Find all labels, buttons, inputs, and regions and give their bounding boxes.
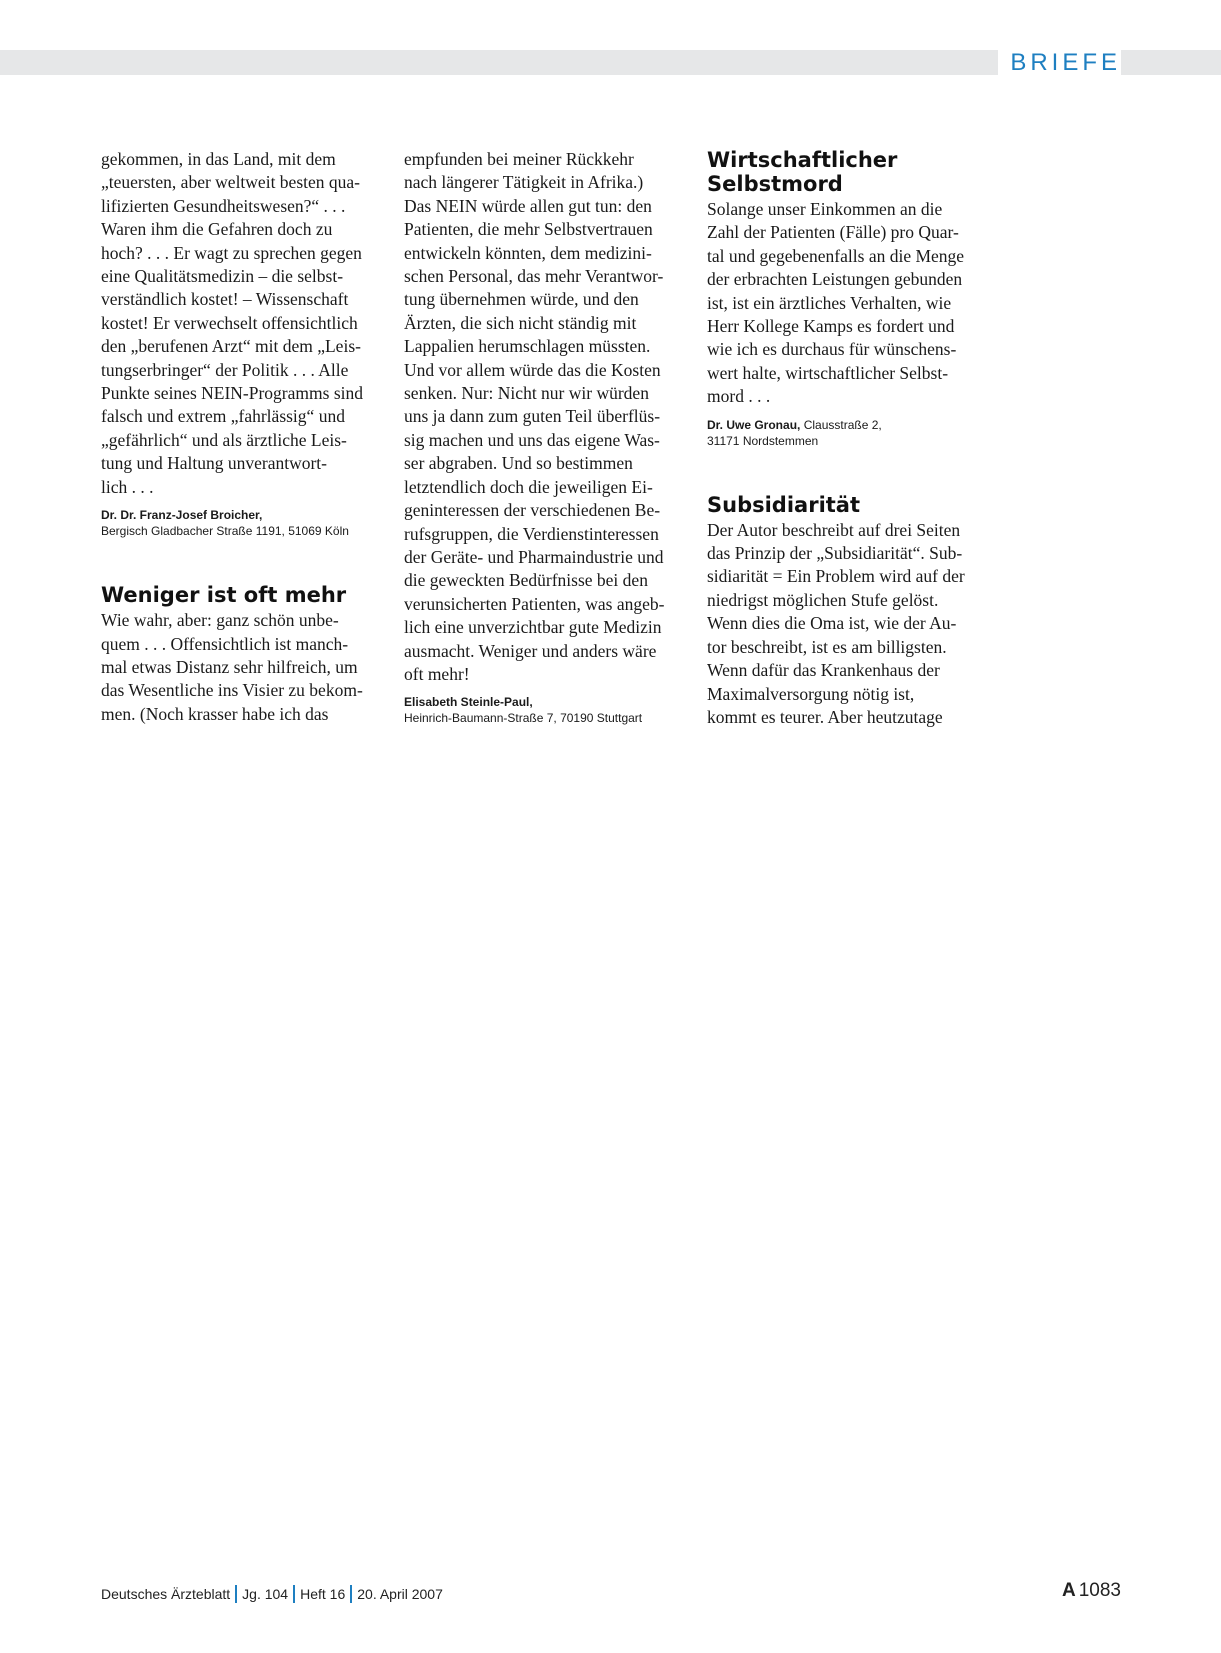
footer xyxy=(101,1585,443,1603)
letter-4-text: Der Autor beschreibt auf drei Seiten das Prinzip der „Subsidiarität“. Sub- sidiarität = Ein Problem wird auf der niedrigst möglichen Stufe gelöst. Wenn dies die Oma ist, wie der Au- tor beschreibt, ist es am billigsten. Wenn dafür das Krankenhaus der Maximalversorgung nötig ist, kommt es teurer. Aber heutzutage xyxy=(707,519,965,727)
journal-name: Deutsches Ärzteblatt xyxy=(101,1586,231,1602)
letter-1-address: Bergisch Gladbacher Straße 1191, 51069 Köln xyxy=(101,524,349,539)
page-number xyxy=(1062,1580,1121,1602)
section-label: BRIEFE xyxy=(998,48,1121,78)
letter-2-signature xyxy=(404,694,689,726)
letter-2-text: Wie wahr, aber: ganz schön unbe- quem . . . Offensichtlich ist manch- mal etwas Distanz sehr hilfreich, um das Wesentliche ins Visier zu bekom- men. (Noch krasser habe ich das xyxy=(101,610,363,724)
issue-date: 20. April 2007 xyxy=(357,1586,443,1602)
separator xyxy=(235,1585,237,1603)
letter-3-text: Solange unser Einkommen an die Zahl der Patienten (Fälle) pro Quar- tal und gegebenenfalls an die Menge der erbrachten Leistungen gebunden ist, ist ein ärztliches Verhalten, wie Herr Kollege Kamps es fordert und wie ich es durchaus für wünschens- wert halte, wirtschaftlicher Selbst- mord . . . xyxy=(707,199,965,407)
page-prefix: A xyxy=(1061,1580,1076,1601)
column-2 xyxy=(404,148,689,726)
letter-2-author: Elisabeth Steinle-Paul, xyxy=(404,695,533,710)
letter-3-address-line2: 31171 Nordstemmen xyxy=(707,433,819,448)
separator xyxy=(293,1585,295,1603)
letter-2-headline: Weniger ist oft mehr xyxy=(101,583,347,608)
separator xyxy=(350,1585,352,1603)
letter-2-address: Heinrich-Baumann-Straße 7, 70190 Stuttgart xyxy=(404,711,643,726)
letter-1-text: gekommen, in das Land, mit dem „teuersten, aber weltweit besten qua- lifizierten Gesundheitswesen?“ . . . Waren ihm die Gefahren doch zu hoch? . . . Er wagt zu sprechen gegen eine Qualitätsmedizin – die selbst- verständlich kostet! – Wissenschaft kostet! Er verwechselt offensichtlich den „berufenen Arzt“ mit dem „Leis- tungserbringer“ der Politik . . . Alle Punkte seines NEIN-Programms sind falsch und extrem „fahrlässig“ und „gefährlich“ und als ärztliche Leis- tung und Haltung unverantwort- lich . . . xyxy=(101,149,363,497)
page-number-value: 1083 xyxy=(1078,1580,1121,1601)
column-1 xyxy=(101,148,386,726)
letter-1-signature xyxy=(101,507,386,539)
volume: Jg. 104 xyxy=(242,1586,289,1602)
column-3 xyxy=(707,148,992,729)
spacer xyxy=(707,449,992,493)
letter-3-address-line1: Clausstraße 2, xyxy=(803,417,882,432)
letter-2-continuation: empfunden bei meiner Rückkehr nach längerer Tätigkeit in Afrika.) Das NEIN würde allen gut tun: den Patienten, die mehr Selbstvertrauen entwickeln könnten, dem medizini- schen Personal, das mehr Verantwor- tung übernehmen würde, und den Ärzten, die sich nicht ständig mit Lappalien herumschlagen müssten. Und vor allem würde das die Kosten senken. Nur: Nicht nur wir würden uns ja dann zum guten Teil überflüs- sig machen und uns das eigene Was- ser abgraben. Und so bestimmen letztendlich doch die jeweiligen Ei- geninteressen der verschiedenen Be- rufsgruppen, die Verdienstinteressen der Geräte- und Pharmaindustrie und die geweckten Bedürfnisse bei den verunsicherten Patienten, was angeb- lich eine unverzichtbar gute Medizin ausmacht. Weniger und anders wäre oft mehr! xyxy=(404,149,665,684)
issue: Heft 16 xyxy=(300,1586,346,1602)
letter-3-headline: Wirtschaftlicher Selbstmord xyxy=(707,148,898,196)
letter-4-headline: Subsidiarität xyxy=(707,492,861,517)
letter-1-author: Dr. Dr. Franz-Josef Broicher, xyxy=(101,508,263,523)
letter-3-signature xyxy=(707,417,992,449)
spacer xyxy=(101,539,386,583)
letter-3-author: Dr. Uwe Gronau, xyxy=(707,417,801,432)
